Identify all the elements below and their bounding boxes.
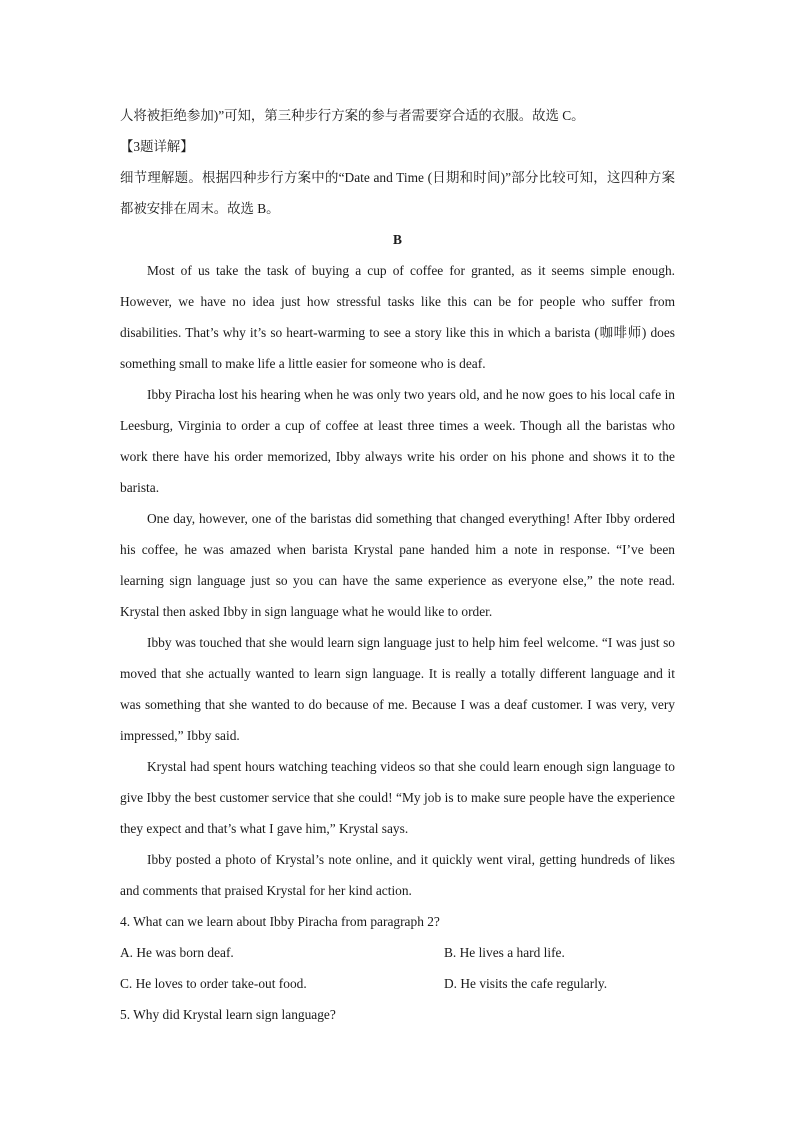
passage-paragraph-2: Ibby Piracha lost his hearing when he was only two years old, and he now goes to his local cafe in Leesburg, Virginia to order a cup of coffee at least three times a week. Though all the baristas who work there have his order memorized, Ibby always write his order on his phone and shows it to the barista. <box>120 387 675 495</box>
question-3-explanation: 细节理解题。根据四种步行方案中的“Date and Time (日期和时间)”部分比较可知，这四种方案都被安排在周末。故选 B。 <box>120 170 675 216</box>
option-b: B. He lives a hard life. <box>444 945 565 960</box>
question-4-options-row-1 <box>120 937 675 968</box>
question-4-options-row-2 <box>120 968 675 999</box>
passage-paragraph-3: One day, however, one of the baristas did something that changed everything! After Ibby ordered his coffee, he was amazed when barista Krystal pane handed him a note in response. “I’ve been learning sign language just so you can have the same experience as everyone else,” the note read. Krystal then asked Ibby in sign language what he would like to order. <box>120 511 675 619</box>
question-3-heading: 【3题详解】 <box>120 139 194 154</box>
option-a: A. He was born deaf. <box>120 945 234 960</box>
section-title: B <box>393 232 402 247</box>
passage-paragraph-6: Ibby posted a photo of Krystal’s note online, and it quickly went viral, getting hundreds of likes and comments that praised Krystal for her kind action. <box>120 852 675 898</box>
passage-paragraph-5: Krystal had spent hours watching teaching videos so that she could learn enough sign language to give Ibby the best customer service that she could! “My job is to make sure people have the experience they expect and that’s what I gave him,” Krystal says. <box>120 759 675 836</box>
question-5-stem: 5. Why did Krystal learn sign language? <box>120 1007 336 1022</box>
previous-answer-line: 人将被拒绝参加)”可知，第三种步行方案的参与者需要穿合适的衣服。故选 C。 <box>120 108 585 123</box>
passage-paragraph-4: Ibby was touched that she would learn sign language just to help him feel welcome. “I was just so moved that she actually wanted to learn sign language. It is really a totally different language and it was something that she wanted to do because of me. Because I was a deaf customer. I was very, very impressed,” Ibby said. <box>120 635 675 743</box>
passage-paragraph-1: Most of us take the task of buying a cup of coffee for granted, as it seems simple enough. However, we have no idea just how stressful tasks like this can be for people who suffer from disabilities. That’s why it’s so heart-warming to see a story like this in which a barista (咖啡师) does something small to make life a little easier for someone who is deaf. <box>120 263 675 371</box>
document-content <box>120 100 675 1030</box>
question-4-stem: 4. What can we learn about Ibby Piracha from paragraph 2? <box>120 914 440 929</box>
option-c: C. He loves to order take-out food. <box>120 976 307 991</box>
option-d: D. He visits the cafe regularly. <box>444 976 608 991</box>
